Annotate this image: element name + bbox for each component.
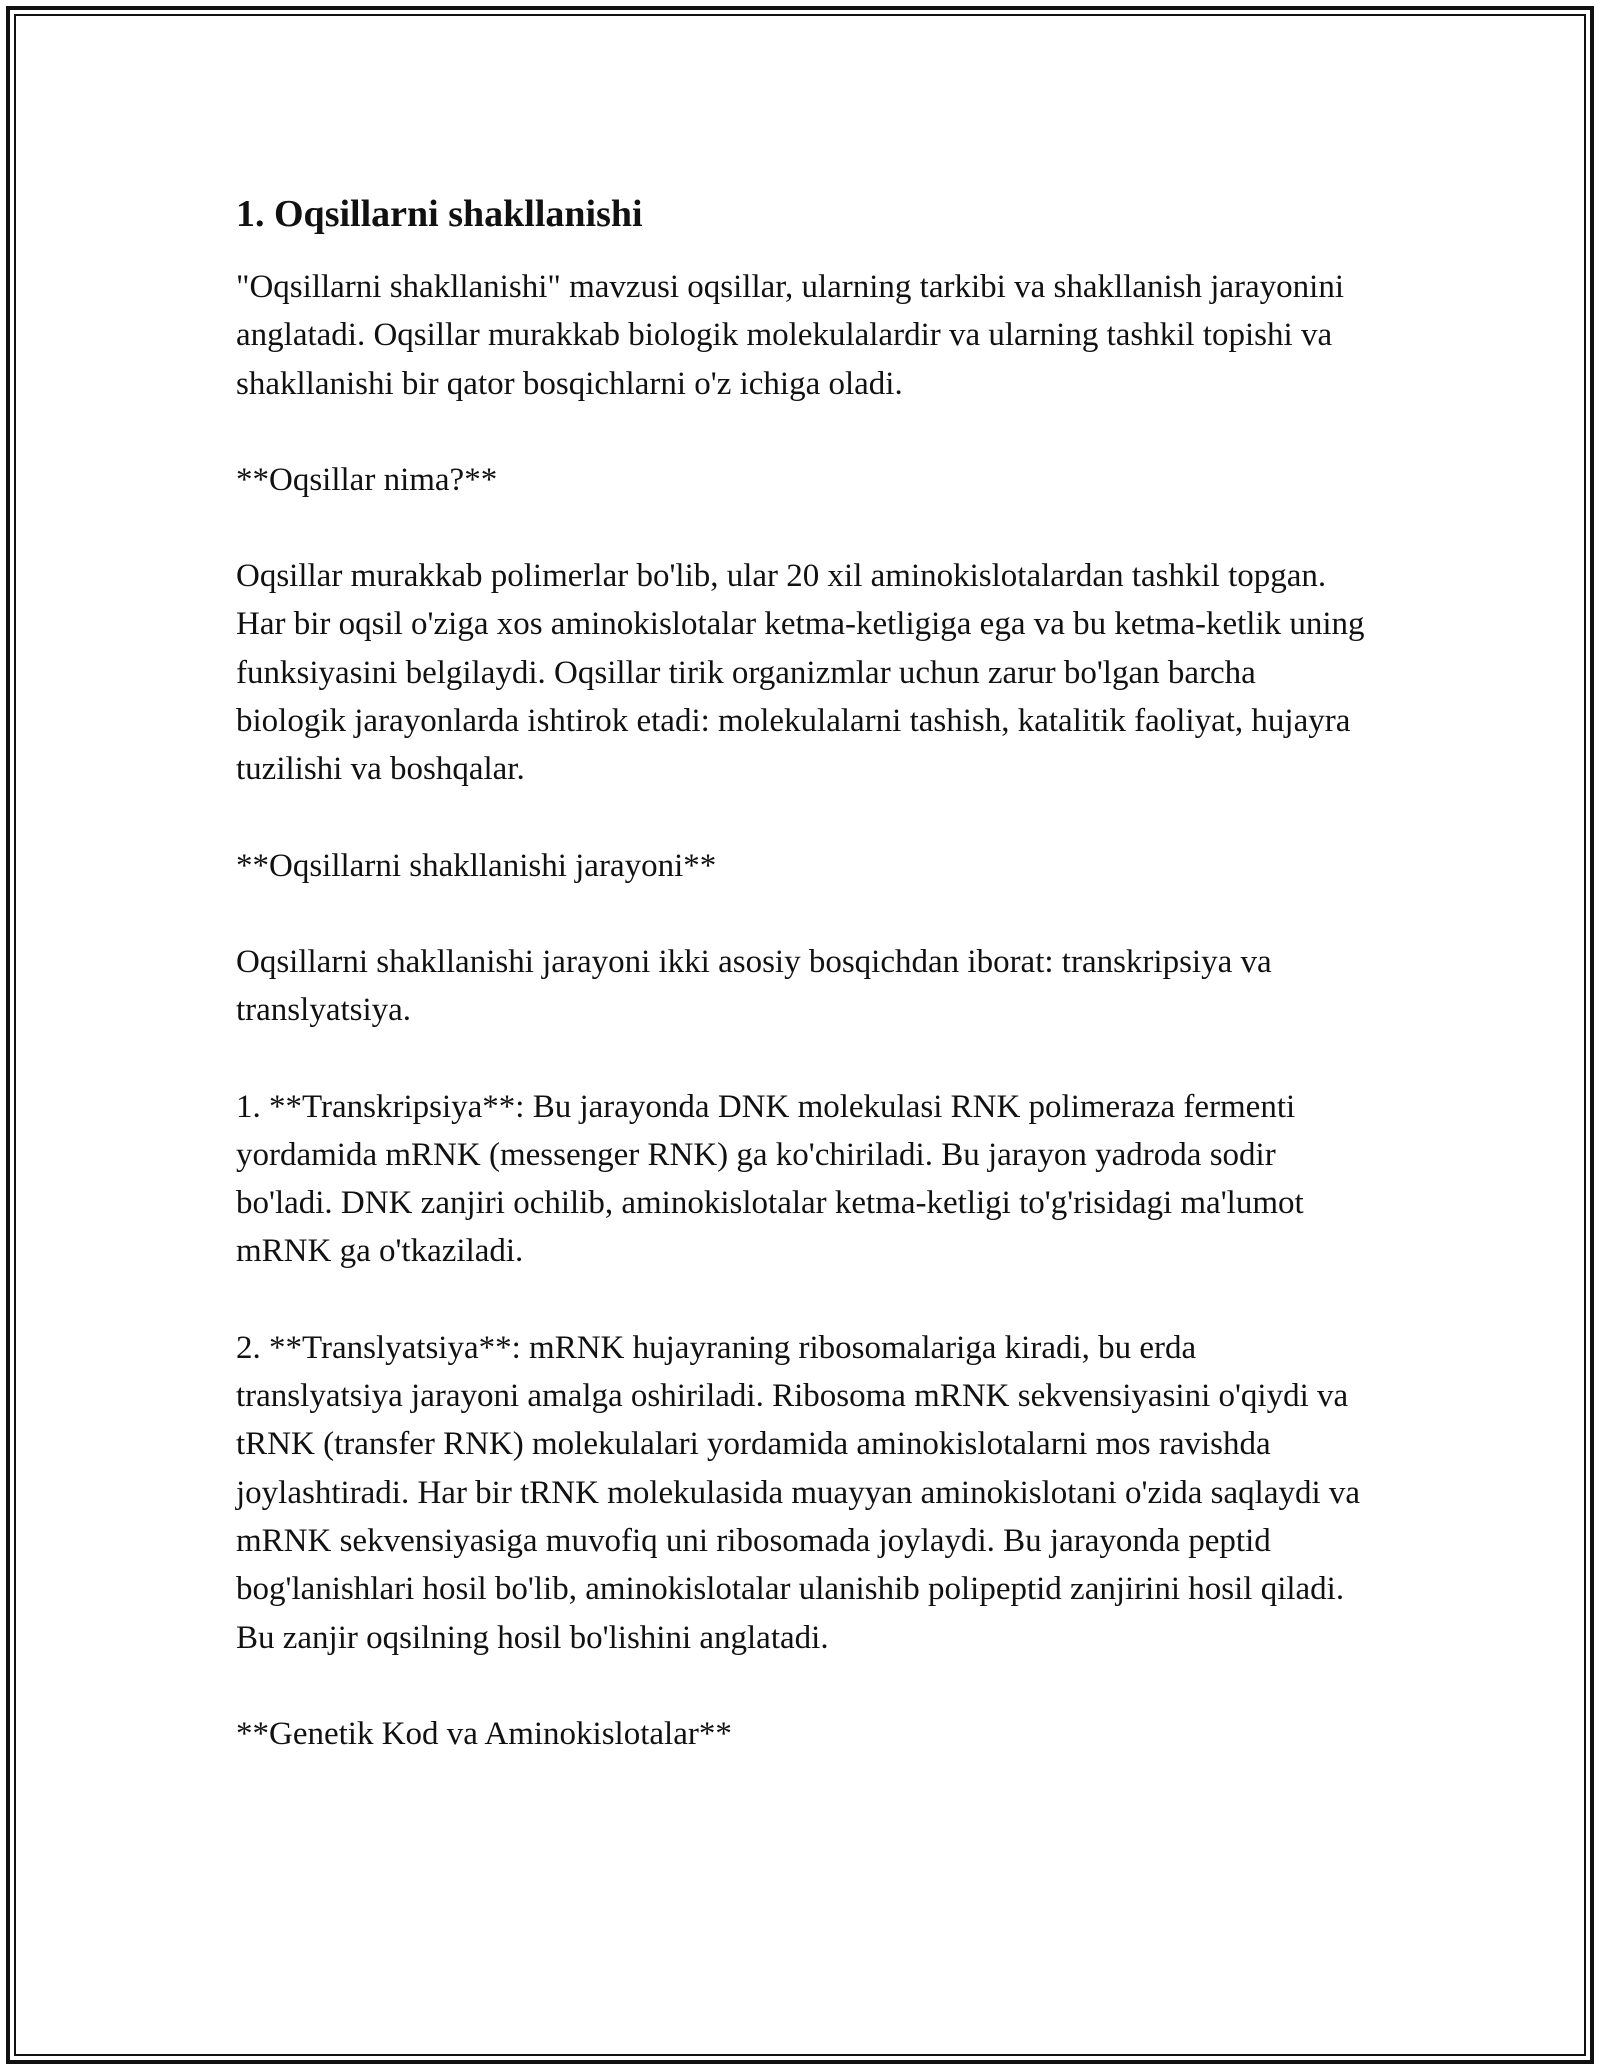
paragraph-proteins-definition: Oqsillar murakkab polimerlar bo'lib, ular 20 xil aminokislotalardan tashkil topgan. Har bir oqsil o'ziga xos aminokislotalar ketma-ketligiga ega va bu ketma-ketlik uning funksiyasini belgilaydi. Oqsillar tirik organizmlar uchun zarur bo'lgan barcha biologik jarayonlarda ishtirok etadi: molekulalarni tashish, katalitik faoliyat, hujayra tuzilishi va boshqalar. (236, 558, 1365, 788)
paragraph-intro: "Oqsillarni shakllanishi" mavzusi oqsillar, ularning tarkibi va shakllanish jarayonini anglatadi. Oqsillar murakkab biologik molekulalardir va ularning tashkil topishi va shakllanishi bir qator bosqichlarni o'z ichiga oladi. (236, 269, 1344, 402)
spacer (236, 408, 1366, 456)
heading-genetic-code: **Genetik Kod va Aminokislotalar** (236, 1715, 732, 1752)
spacer (236, 504, 1366, 552)
heading-what-are-proteins: **Oqsillar nima?** (236, 461, 498, 498)
document-body (236, 185, 1366, 1758)
paragraph-formation-stages: Oqsillarni shakllanishi jarayoni ikki asosiy bosqichdan iborat: transkripsiya va translyatsiya. (236, 943, 1272, 1029)
paragraph-translation: 2. **Translyatsiya**: mRNK hujayraning ribosomalariga kiradi, bu erda translyatsiya jarayoni amalga oshiriladi. Ribosoma mRNK sekvensiyasini o'qiydi va tRNK (transfer RNK) molekulalari yordamida aminokislotalarni mos ravishda joylashtiradi. Har bir tRNK molekulasida muayyan aminokislotani o'zida saqlaydi va mRNK sekvensiyasiga muvofiq uni ribosomada joylaydi. Bu jarayonda peptid bog'lanishlari hosil bo'lib, aminokislotalar ulanishib polipeptid zanjirini hosil qiladi. Bu zanjir oqsilning hosil bo'lishini anglatadi. (236, 1329, 1361, 1656)
paragraph-transcription: 1. **Transkripsiya**: Bu jarayonda DNK molekulasi RNK polimeraza fermenti yordamida mRNK (messenger RNK) ga ko'chiriladi. Bu jarayon yadroda sodir bo'ladi. DNK zanjiri ochilib, aminokislotalar ketma-ketligi to'g'risidagi ma'lumot mRNK ga o'tkaziladi. (236, 1088, 1304, 1270)
document-title: 1. Oqsillarni shakllanishi (236, 193, 643, 235)
spacer (236, 243, 1366, 263)
spacer (236, 1276, 1366, 1324)
spacer (236, 794, 1366, 842)
heading-formation-process: **Oqsillarni shakllanishi jarayoni** (236, 847, 717, 884)
spacer (236, 890, 1366, 938)
spacer (236, 1662, 1366, 1710)
spacer (236, 1035, 1366, 1083)
